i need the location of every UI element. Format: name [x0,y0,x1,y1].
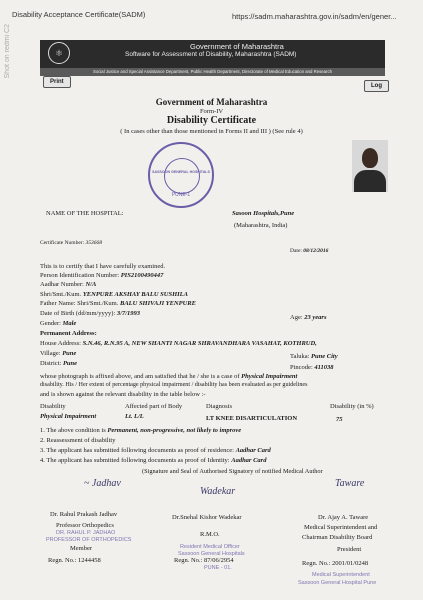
emblem-icon: ⚛ [48,42,70,64]
hospital-label: NAME OF THE HOSPITAL: [46,210,124,217]
gender-line: Gender: Male [40,320,77,327]
pid-line: Person Identification Number: PIS2100490447 [40,272,164,279]
stamp-1-line2: PROFESSOR OF ORTHOPEDICS [46,537,132,543]
camera-watermark: Shot on redmi C2 [4,24,11,79]
signatory-2-name: Dr.Snehal Kishor Wadekar [172,514,242,521]
table-cell-body-part: Lt. L/L [125,413,144,420]
house-address-line: House Address: S.N.46, R.N.95 A, NEW SHANTI NAGAR SHRAVANDHARA VASAHAT, KOTHRUD, [40,340,317,347]
signatory-1-member: Member [70,545,93,552]
table-header-disability: Disability [40,403,66,410]
signatory-3-role3: President [337,546,362,553]
certificate-title: Disability Certificate [166,115,257,126]
taluka-line: Taluka: Pune City [290,353,338,360]
signatory-3-name: Dr. Ajay A. Taware [318,514,369,521]
signature-1: ~ Jadhav [84,478,121,489]
table-header-percent: Disability (in %) [330,403,374,410]
stamp-2-line1: Resident Medical Officer [180,544,240,550]
sadm-banner [40,40,385,68]
photo-statement: whose photograph is affixed above, and am satisfied that he / she is a case of Physical Impairment [40,373,298,380]
hospital-seal [148,142,214,208]
seal-inner-ring [164,158,200,194]
signatory-3-regn: Regn. No.: 2001/01/0248 [302,560,369,567]
pincode-line: Pincode: 411038 [290,364,334,371]
photo-head [362,148,378,168]
signatory-2-regn: Regn. No.: 87/06/2954 [174,557,234,564]
certificate-number: Certificate Number: 353668 [40,240,103,246]
signatory-1-name: Dr. Rahul Prakash Jadhav [50,511,118,518]
banner-line2: Software for Assessment of Disability, Maharashtra (SADM) [125,51,297,58]
aadhar-line: Aadhar Number: N/A [40,281,97,288]
certificate-date: Date: 08/12/2016 [290,248,329,254]
stamp-3-line1: Medical Superintendent [312,572,370,578]
tab-title: Disability Acceptance Certificate(SADM) [12,10,146,19]
village-line: Village: Pune [40,350,77,357]
age-line: Age: 23 years [290,314,327,321]
table-header-diagnosis: Diagnosis [206,403,232,410]
seal-text: SASSOON GENERAL HOSPITALS [152,170,210,174]
table-cell-diagnosis: LT KNEE DISARTICULATION [206,415,298,422]
print-button[interactable]: Print [43,76,71,88]
intro-text: This is to certify that I have carefully examined. [40,263,166,270]
hospital-name: Sasoon Hospitals,Pune [232,210,295,217]
stamp-2-line2: Sassoon General Hospitals [178,551,245,557]
father-line: Father Name: Shri/Smt./Kum. BALU SHIVAJI YENPURE [40,300,196,307]
name-line: Shri/Smt./Kum. YENPURE AKSHAY BALU SUSHILA [40,291,188,298]
dob-line: Date of Birth (dd/mm/yyyy): 3/7/1993 [40,310,141,317]
form-number: Form-IV [199,108,224,115]
seal-city: PUNE-1 [171,192,191,198]
applicant-photo [352,140,388,192]
certificate-subtitle: ( In cases other than those mentioned in Forms II and III ) (See rule 4) [120,128,303,135]
banner-departments: Social Justice and Special Assistance Department, Public Health Department, Directorate of Medical Education and Research [40,68,385,76]
authorised-signatory-line: (Signature and Seal of Authorised Signatory of notified Medical Author [142,468,323,475]
gov-heading: Government of Maharashtra [155,97,268,107]
photo-body [354,170,386,192]
hospital-location: (Maharashtra, India) [234,222,288,229]
signature-3: Taware [335,478,365,489]
signatory-3-role1: Medical Superintendent and [304,524,378,531]
table-cell-percent: 75 [336,416,343,423]
log-button[interactable]: Log [364,80,389,92]
percent-statement: disability. His / Her extent of percentage physical impairment / disability has been evaluated as per guidelines [40,382,308,388]
district-line: District: Pune [40,360,78,367]
shown-statement: and is shown against the relevant disability in the table below :- [40,391,206,398]
table-cell-disability: Physical Impairment [40,413,97,420]
note-1: 1. The above condition is Permanent, non-progressive, not likely to improve [40,427,242,434]
signatory-1-regn: Regn. No.: 1244458 [48,557,101,564]
note-3: 3. The applicant has submitted following documents as proof of residence: Aadhar Card [40,447,271,454]
signatory-1-role: Professor Orthopedics [56,522,114,529]
signature-2: Wadekar [200,486,236,497]
note-4: 4. The applicant has submitted following documents as proof of Identity: Aadhar Card [40,457,267,464]
signatory-2-role: R.M.O. [200,531,220,538]
stamp-2-line3: PUNE - 01. [204,565,232,571]
table-header-body-part: Affected part of Body [125,403,183,410]
banner-line1: Government of Maharashtra [190,42,284,51]
signatory-3-role2: Chairman Disability Board [302,534,373,541]
browser-header [0,0,423,26]
page-url[interactable]: https://sadm.maharashtra.gov.in/sadm/en/gener... [232,12,397,21]
note-2: 2. Reassessment of disability [40,437,116,444]
stamp-1-line1: DR. RAHUL P. JADHAO [56,530,116,536]
stamp-3-line2: Sassoon General Hospital Pune [298,580,377,586]
permanent-address-label: Permanent Address: [40,330,97,337]
